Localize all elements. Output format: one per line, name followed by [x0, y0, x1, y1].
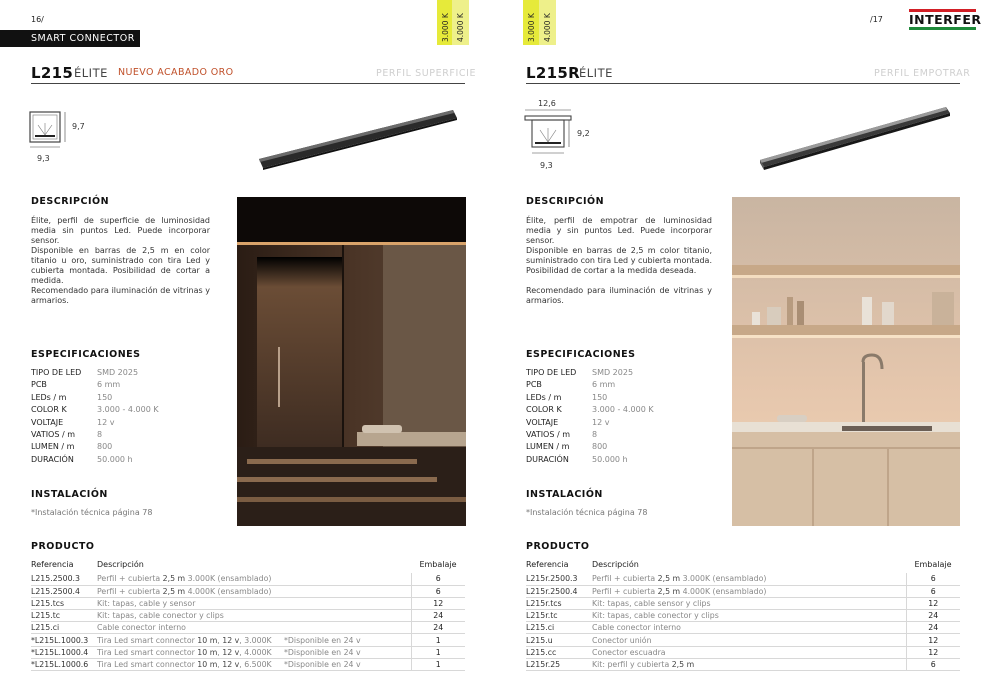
product-heading-r: PRODUCTO [526, 541, 590, 552]
row-pack: 6 [411, 585, 465, 597]
row-desc: Cable conector interno [592, 622, 779, 634]
row-pack: 12 [906, 634, 960, 646]
row-availability [284, 585, 411, 597]
row-availability [779, 658, 906, 670]
table-row [526, 622, 960, 634]
row-ref: L215r.2500.3 [526, 573, 592, 585]
row-ref: L215.2500.4 [31, 585, 97, 597]
table-row [31, 646, 465, 658]
row-desc: Tira Led smart connector 10 m, 12 v, 3.000K [97, 634, 284, 646]
installation-note-r: *Instalación técnica página 78 [526, 508, 648, 517]
row-desc: Cable conector interno [97, 622, 284, 634]
kitchen-photo [732, 197, 960, 526]
table-row [526, 634, 960, 646]
row-ref: *L215L.1000.6 [31, 658, 97, 670]
col-ref-r: Referencia [526, 560, 569, 569]
row-ref: L215.cc [526, 646, 592, 658]
table-row [31, 622, 465, 634]
series-name: ÉLITE [74, 66, 108, 80]
row-availability [779, 597, 906, 609]
col-desc: Descripción [97, 560, 144, 569]
description-heading: DESCRIPCIÓN [31, 196, 110, 207]
table-row [526, 573, 960, 585]
section-title: SMART CONNECTOR [0, 30, 140, 47]
row-availability [779, 634, 906, 646]
row-pack: 1 [411, 658, 465, 670]
dim-height: 9,7 [72, 122, 85, 131]
row-availability [284, 622, 411, 634]
description-text-1: Élite, perfil de superficie de luminosidad media sin puntos Led. Puede incorporar sensor. [31, 216, 210, 245]
row-ref: L215.tcs [31, 597, 97, 609]
row-desc: Kit: tapas, cable conector y clips [97, 610, 284, 622]
row-pack: 1 [411, 646, 465, 658]
installation-heading-r: INSTALACIÓN [526, 489, 603, 500]
row-desc: Tira Led smart connector 10 m, 12 v, 4.000K [97, 646, 284, 658]
dim-width: 9,3 [37, 154, 50, 163]
dim-top: 12,6 [538, 99, 556, 108]
row-desc: Tira Led smart connector 10 m, 12 v, 6.500K [97, 658, 284, 670]
row-pack: 24 [906, 610, 960, 622]
row-availability [284, 597, 411, 609]
header-rule [31, 83, 465, 84]
page-number-right: /17 [870, 15, 883, 24]
row-ref: L215r.tcs [526, 597, 592, 609]
color-temp-tab-3000: 3.000 K [437, 0, 454, 45]
row-pack: 6 [411, 573, 465, 585]
table-row [526, 597, 960, 609]
row-desc: Perfil + cubierta 2,5 m 4.000K (ensamblado) [592, 585, 779, 597]
row-ref: L215.ci [526, 622, 592, 634]
row-ref: L215r.25 [526, 658, 592, 670]
row-ref: L215r.2500.4 [526, 585, 592, 597]
col-ref: Referencia [31, 560, 74, 569]
row-availability [779, 622, 906, 634]
specs-heading: ESPECIFICACIONES [31, 349, 141, 360]
description-text-3-r: Recomendado para iluminación de vitrinas y armarios. [526, 286, 712, 305]
table-row [526, 610, 960, 622]
brand-logo: INTERFER [909, 9, 976, 30]
row-ref: L215.u [526, 634, 592, 646]
row-ref: L215.ci [31, 622, 97, 634]
model-code-r: L215R [526, 64, 580, 82]
product-table [31, 560, 465, 671]
row-pack: 12 [906, 597, 960, 609]
product-heading: PRODUCTO [31, 541, 95, 552]
table-row [31, 585, 465, 597]
color-temp-tab-4000-r: 4.000 K [539, 0, 556, 45]
row-ref: L215r.tc [526, 610, 592, 622]
profile-type: PERFIL SUPERFICIE [376, 68, 477, 79]
row-ref: *L215L.1000.4 [31, 646, 97, 658]
dim-height-r: 9,2 [577, 129, 590, 138]
model-code: L215 [31, 64, 74, 82]
row-ref: *L215L.1000.3 [31, 634, 97, 646]
color-temp-tab-4000: 4.000 K [452, 0, 469, 45]
row-desc: Perfil + cubierta 2,5 m 4.000K (ensamblado) [97, 585, 284, 597]
row-desc: Conector escuadra [592, 646, 779, 658]
profile-section-diagram [27, 107, 87, 169]
row-pack: 12 [906, 646, 960, 658]
row-pack: 12 [411, 597, 465, 609]
row-pack: 24 [906, 622, 960, 634]
row-ref: L215.tc [31, 610, 97, 622]
description-heading-r: DESCRIPCIÓN [526, 196, 605, 207]
installation-heading: INSTALACIÓN [31, 489, 108, 500]
page-number-left: 16/ [31, 15, 44, 24]
specs-list-r: TIPO DE LED SMD 2025 PCB 6 mm LEDs / m 150 COLOR K 3.000 - 4.000 K VOLTAJE 12 v VATIOS / m 8 LUMEN / m 800 DURACIÓN 50.000 h [526, 368, 654, 464]
row-pack: 24 [411, 610, 465, 622]
dim-width-r: 9,3 [540, 161, 553, 170]
table-row [31, 658, 465, 670]
description-text-2-r: Disponible en barras de 2,5 m color titanio, suministrado con tira Led y cubierta montada. Posibilidad de cortar a la medida deseada. [526, 246, 712, 275]
table-row [526, 646, 960, 658]
description-text-2: Disponible en barras de 2,5 m en color titanio u oro, suministrado con tira Led y cubierta montada. Posibilidad de cortar a medida. [31, 246, 210, 285]
table-row [526, 585, 960, 597]
description-text-3: Recomendado para iluminación de vitrinas y armarios. [31, 286, 210, 305]
interior-photo [237, 197, 466, 526]
specs-list: TIPO DE LED SMD 2025 PCB 6 mm LEDs / m 150 COLOR K 3.000 - 4.000 K VOLTAJE 12 v VATIOS / m 8 LUMEN / m 800 DURACIÓN 50.000 h [31, 368, 159, 464]
profile-product-image [255, 104, 465, 174]
specs-heading-r: ESPECIFICACIONES [526, 349, 636, 360]
header-rule-r [526, 83, 960, 84]
installation-note: *Instalación técnica página 78 [31, 508, 153, 517]
row-desc: Perfil + cubierta 2,5 m 3.000K (ensamblado) [592, 573, 779, 585]
table-row [31, 573, 465, 585]
col-emb-r: Embalaje [914, 560, 952, 569]
series-name-r: ÉLITE [579, 66, 613, 80]
row-availability [779, 610, 906, 622]
row-availability [779, 585, 906, 597]
table-row [31, 610, 465, 622]
row-desc: Kit: perfil y cubierta 2,5 m [592, 658, 779, 670]
new-finish-tag: NUEVO ACABADO ORO [118, 67, 234, 78]
row-availability: *Disponible en 24 v [284, 634, 411, 646]
row-availability [284, 573, 411, 585]
row-availability [779, 573, 906, 585]
color-temp-tab-3000-r: 3.000 K [523, 0, 540, 45]
row-pack: 6 [906, 658, 960, 670]
col-emb: Embalaje [419, 560, 457, 569]
row-pack: 1 [411, 634, 465, 646]
description-text-1-r: Élite, perfil de empotrar de luminosidad media y sin puntos Led. Puede incorporar sensor. [526, 216, 712, 245]
profile-product-image-r [758, 103, 958, 175]
row-ref: L215.2500.3 [31, 573, 97, 585]
row-desc: Kit: tapas, cable y sensor [97, 597, 284, 609]
row-availability: *Disponible en 24 v [284, 646, 411, 658]
row-availability [779, 646, 906, 658]
row-pack: 6 [906, 573, 960, 585]
table-row [31, 634, 465, 646]
row-desc: Conector unión [592, 634, 779, 646]
row-desc: Perfil + cubierta 2,5 m 3.000K (ensamblado) [97, 573, 284, 585]
row-availability: *Disponible en 24 v [284, 658, 411, 670]
profile-type-r: PERFIL EMPOTRAR [874, 68, 971, 79]
row-pack: 6 [906, 585, 960, 597]
profile-section-diagram-r [522, 108, 582, 162]
table-row [526, 658, 960, 670]
table-row [31, 597, 465, 609]
row-desc: Kit: tapas, cable conector y clips [592, 610, 779, 622]
row-availability [284, 610, 411, 622]
row-pack: 24 [411, 622, 465, 634]
product-table-r [526, 560, 960, 671]
col-desc-r: Descripción [592, 560, 639, 569]
row-desc: Kit: tapas, cable sensor y clips [592, 597, 779, 609]
